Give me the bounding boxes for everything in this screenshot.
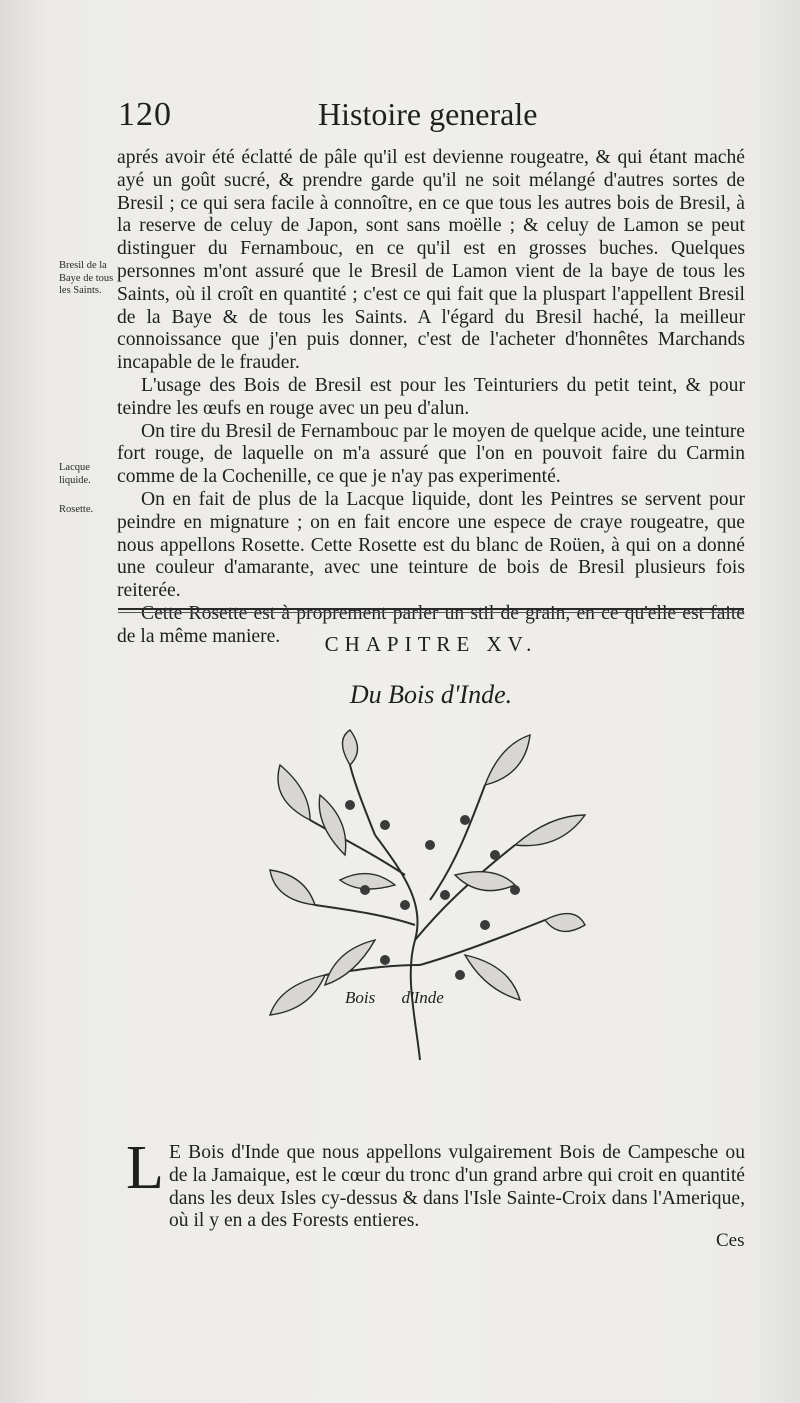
chapter-subtitle: Du Bois d'Inde. xyxy=(349,680,513,709)
catchword: Ces xyxy=(716,1230,745,1251)
body-text xyxy=(117,147,745,649)
paragraph xyxy=(117,1142,745,1233)
margin-note-rosette: Rosette. xyxy=(59,504,94,515)
page-number: 120 xyxy=(118,96,172,133)
figure-caption xyxy=(345,988,444,1008)
figure-caption-part: d'Inde xyxy=(401,988,444,1007)
paragraph: On tire du Bresil de Fernambouc par le moyen de quelque acide, une teinture fort rouge, de laquelle on m'a assuré que l'on en pouvoit faire du Carmin comme de la Cochenille, ce que je n'ay pas experimenté. xyxy=(117,420,745,488)
paragraph: L'usage des Bois de Bresil est pour les Teinturiers du petit teint, & pour teindre les œufs en rouge avec un peu d'alun. xyxy=(117,374,745,419)
section-rule xyxy=(118,608,744,610)
figure-caption-part: Bois xyxy=(345,988,376,1007)
running-title: Histoire generale xyxy=(318,96,538,132)
section-rule-thin xyxy=(118,612,744,613)
paragraph: aprés avoir été éclatté de pâle qu'il est devienne rougeatre, & qui étant maché ayé un goût sucré, & prendre garde qu'il ne soit mélangé d'autres sortes de Bresil ; ce qui sera facile à connoître, en ce que tous les autres bois de Bresil, à la reserve de celuy de Japon, sont sans moëlle ; & celuy de Lamon se peut distinguer du Fernambouc, en ce qu'il est en grosses buches. Quelques personnes m'ont assuré que le Bresil de Lamon vient de la baye de tous les Saints, où il croît en quantité ; c'est ce qui fait que la pluspart l'appellent Bresil de la Baye & de tous les Saints. A l'égard du Bresil haché, la meilleur connoissance que j'en puis donner, c'est de l'acheter d'honnêtes Marchands incapable de le frauder. xyxy=(117,147,745,374)
paragraph: Cette Rosette est à proprement parler un stil de grain, en ce qu'elle est faite de la même maniere. xyxy=(117,602,745,647)
margin-note-lacque: Lacque liquide. xyxy=(59,462,91,486)
margin-note-bresil: Bresil de la Baye de tous les Saints. xyxy=(59,260,114,296)
chapter-heading: CHAPITRE XV. xyxy=(324,632,538,656)
logwood-branch-engraving xyxy=(255,725,595,1065)
paragraph-text: E Bois d'Inde que nous appellons vulgairement Bois de Campesche ou de la Jamaique, est le cœur du tronc d'un grand arbre qui croit en quantité dans les deux Isles cy-dessus & dans l'Isle Sainte-Croix dans l'Amerique, où il y en a des Forests entieres. xyxy=(169,1142,745,1232)
drop-cap: L xyxy=(126,1134,164,1202)
running-head xyxy=(118,96,558,136)
paragraph: On en fait de plus de la Lacque liquide, dont les Peintres se servent pour peindre en mignature ; on en fait encore une espece de craye rougeatre, que nous appellons Rosette. Cette Rosette est du blanc de Roüen, à qui on a donné une couleur d'amarante, avec une teinture de bois de Bresil plusieurs fois reiterée. xyxy=(117,488,745,602)
